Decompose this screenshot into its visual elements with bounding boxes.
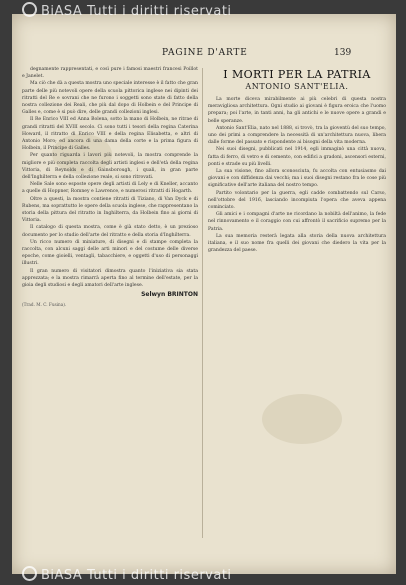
column-divider <box>202 68 203 538</box>
page-number: 139 <box>334 48 352 58</box>
left-paragraph: Per quanto riguarda i lavori più notevoli, la mostra comprende la migliore e più completa raccolta degli artisti inglesi e dell'età della regina Vittoria, di Reynolds e di Gainsborough, i quali, in gran parte dell'Inghilterra e della collezione reale, si sono ritrovati. <box>22 153 198 181</box>
article-title: I MORTI PER LA PATRIA <box>223 68 371 81</box>
left-paragraph: degnamente rappresentati, e così pure i famosi maestri francesi Poillot e Janelet. <box>22 67 198 80</box>
left-paragraph: Ma ciò che dà a questa mostra uno speciale interesse è il fatto che gran parte delle più notevoli opere della scuola pittorica inglese nei dipinti dei ritratti del Re e sovrani che ne furono i soggetti sono state di fatto della nostra collezione dei Reali, che più dal dopo di Holbein e del Principe di Galles e, come è si può dire, delle grandi collezioni inglesi. <box>22 81 198 116</box>
right-paragraph: Antonio Sant'Elia, nato nel 1888, si trovò, tra la gioventù del suo tempo, uno dei primi a comprendere la necessità di un'architettura nuova, libera dalle forme del passato e rispondente ai bisogni della vita moderna. <box>208 125 386 146</box>
magazine-page <box>12 14 396 574</box>
left-paragraph: Oltre a questi, la mostra contiene ritratti di Tiziano, di Van Dyck e di Rubens, ma soprattutto le opere della scuola inglese, che rappresentano la storia della pittura del ritratto in Inghilterra, da Holbein fino ai giorni di Vittoria. <box>22 196 198 224</box>
right-paragraph: Nei suoi disegni, pubblicati nel 1914, egli immaginò una città nuova, fatta di ferro, di vetro e di cemento, con edifici a gradoni, ascensori esterni, ponti e strade su più livelli. <box>208 147 386 167</box>
right-paragraph: La morte diceva mirabilmente ai più celebri di questa nostra meravigliosa architettura. Ogni studio ai giovani è figura eroica che l'uomo prepara; poi l'arte, in tanti anni, ha gli antichi e le nuove opere a grandi e belle speranze. <box>208 97 386 124</box>
left-column <box>22 66 198 546</box>
watermark-logo-icon <box>22 566 37 581</box>
right-paragraph: La sua memoria resterà legata alla storia della nuova architettura italiana, e il suo nome fra quelli dei giovani che diedero la vita per la grandezza del paese. <box>208 233 386 254</box>
running-title: PAGINE D'ARTE <box>162 48 248 58</box>
left-paragraph: Il catalogo di questa mostra, come è già stato detto, è un prezioso documento per lo studio dell'arte del ritratto e della storia d'Inghilterra. <box>22 225 198 238</box>
left-paragraph: Un ricco numero di miniature, di disegni e di stampe completa la raccolta, con alcuni saggi delle arti minori e del costume delle diverse epoche, come gioielli, ventagli, tabacchiere, e oggetti d'uso di personaggi illustri. <box>22 239 198 267</box>
right-paragraph: Gli amici e i compagni d'arte ne ricordano la nobiltà dell'animo, la fede nel rinnovamento e il coraggio con cui affrontò il sacrificio supremo per la Patria. <box>208 212 386 232</box>
watermark-logo-icon <box>22 2 37 17</box>
watermark-top-text: BiASA Tutti i diritti riservati <box>41 4 232 19</box>
right-paragraph: Partito volontario per la guerra, egli cadde combattendo sul Carso, nell'ottobre del 1916, lasciando incompiuta l'opera che aveva appena cominciato. <box>208 190 386 211</box>
translator-note: (Trad. M. C. Fusina). <box>22 301 67 307</box>
right-column <box>208 66 386 546</box>
left-paragraph: Il gran numero di visitatori dimostra quanto l'iniziativa sia stata apprezzata; e la mostra rimarrà aperta fino al termine dell'estate, per la gioia degli studiosi e degli amatori dell'arte inglese. <box>22 268 198 289</box>
left-paragraph: Nelle Sale sono esposte opere degli artisti di Lely e di Kneller, accanto a quelle di Hoppner, Romney e Lawrence, e numerosi ritratti di Hogarth. <box>22 182 198 195</box>
watermark-top <box>22 2 232 19</box>
right-paragraph: La sua visione, fino allora sconosciuta, fu accolta con entusiasmo dai giovani e con diffidenza dai vecchi; ma i suoi disegni restano fra le cose più significative dell'arte italiana del nostro tempo. <box>208 169 386 189</box>
left-paragraph: Il Re Enrico VIII ed Anna Bolena, sotto la mano di Holbein, ne ritrae di grandi ritratti del XVIII secolo. Ci sono tutti i tesori della regina Caterina Howard, il ritratto di Enrico VIII e della regina Elisabetta, e altri di Antonio Moro; ed ancora di una dama della corte e la prima figura di Holbein, il Principe di Galles. <box>22 117 198 152</box>
running-header <box>12 48 396 62</box>
article-subtitle: ANTONIO SANT'ELIA. <box>245 82 349 91</box>
watermark-bottom <box>22 566 232 583</box>
author-signature: Selwyn BRINTON <box>141 291 198 299</box>
watermark-bottom-text: BiASA Tutti i diritti riservati <box>41 568 232 583</box>
